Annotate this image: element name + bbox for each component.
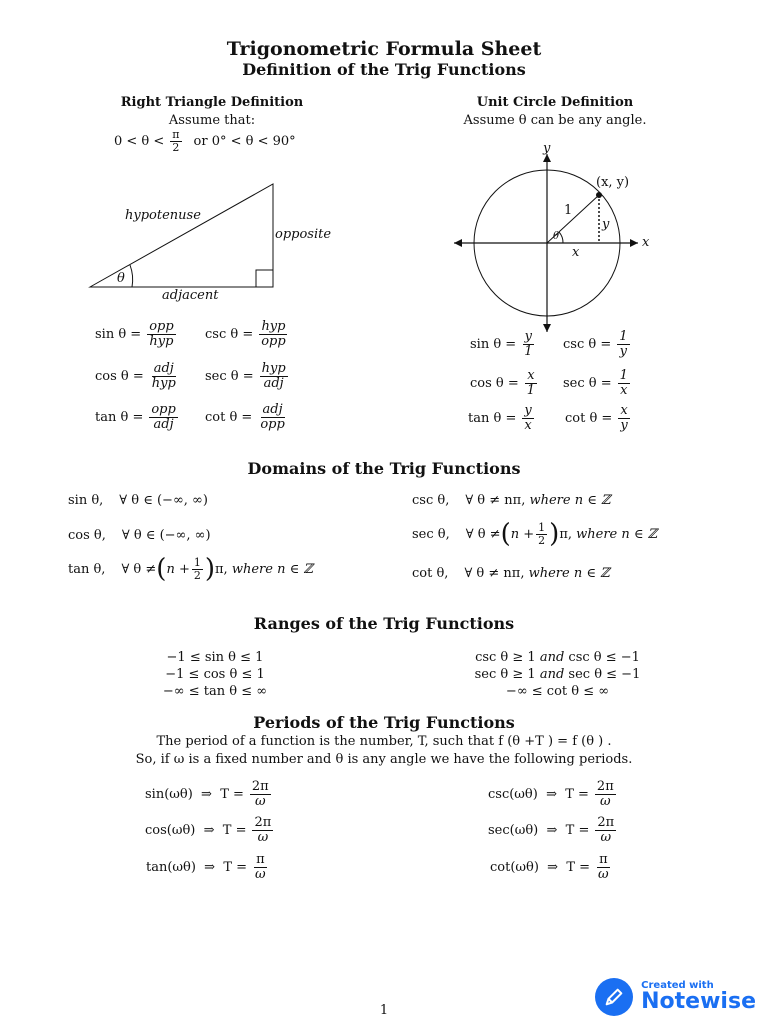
page-subtitle: Definition of the Trig Functions <box>242 60 526 79</box>
period-tan-den: ω <box>255 866 266 882</box>
label-adjacent: adjacent <box>162 288 219 303</box>
notewise-small-text: Created with <box>641 980 714 991</box>
domain-sec-open-paren: ( <box>500 519 511 549</box>
domain-csc-cond: ∀ θ ≠ nπ, <box>465 493 526 508</box>
uc-formula-cos <box>470 369 539 397</box>
uc-cos-den: 1 <box>526 382 536 398</box>
period-csc-den: ω <box>600 793 611 809</box>
rt-formula-sin <box>95 320 178 348</box>
unit-angle-arc <box>559 232 563 243</box>
uc-cot-den: y <box>620 417 628 433</box>
uc-formula-cot <box>565 404 632 432</box>
uc-tan-fn: tan θ = <box>468 410 517 426</box>
ranges-right <box>445 649 670 700</box>
label-y-axis: y <box>543 141 551 156</box>
rt-csc-fn: csc θ = <box>205 326 254 342</box>
range-csc-b: csc θ ≤ −1 <box>568 650 640 665</box>
domain-cot-cond: ∀ θ ≠ nπ, <box>464 566 525 581</box>
uc-formula-sec <box>563 369 632 397</box>
period-cot-den: ω <box>598 866 609 882</box>
period-cot <box>490 853 613 881</box>
page-title: Trigonometric Formula Sheet <box>226 38 542 60</box>
page-number: 1 <box>379 1003 389 1018</box>
domain-sec-num: 1 <box>538 520 546 534</box>
range-sec <box>445 666 670 683</box>
domains-heading: Domains of the Trig Functions <box>247 459 521 478</box>
condition-part-a: 0 < θ < <box>114 133 165 149</box>
uc-sec-den: x <box>620 382 628 398</box>
x-axis-arrow-left <box>454 239 462 247</box>
domain-csc-where: where n ∈ ℤ <box>529 493 611 508</box>
label-radius: 1 <box>564 203 573 218</box>
uc-formula-tan <box>468 404 536 432</box>
period-csc-fn: csc(ωθ) ⇒ T = <box>488 786 589 802</box>
domain-tan-pre: ∀ θ ≠ <box>121 561 157 577</box>
rt-sec-num: hyp <box>261 361 286 376</box>
rt-sec-fn: sec θ = <box>205 368 254 384</box>
uc-tan-num: y <box>524 403 532 418</box>
domain-cot <box>412 566 610 581</box>
domain-tan-where: where n ∈ ℤ <box>231 561 313 577</box>
domain-tan-den: 2 <box>193 568 201 582</box>
domain-cos-fn: cos θ, <box>68 528 106 543</box>
domain-tan-num: 1 <box>193 555 201 569</box>
x-axis-arrow-right <box>630 239 638 247</box>
domain-tan-n: n + <box>166 561 190 577</box>
rt-sec-den: adj <box>263 375 284 391</box>
uc-csc-num: 1 <box>619 329 628 344</box>
domain-cot-where: where n ∈ ℤ <box>528 566 610 581</box>
domain-sin <box>68 493 208 508</box>
period-cos-num: 2π <box>254 815 272 830</box>
right-triangle-condition <box>114 129 296 153</box>
period-sec <box>488 816 618 844</box>
range-sec-a: sec θ ≥ 1 <box>474 667 536 682</box>
rt-cot-fn: cot θ = <box>205 409 253 425</box>
uc-sec-fn: sec θ = <box>563 375 612 391</box>
domain-cot-fn: cot θ, <box>412 566 449 581</box>
label-x-leg: x <box>572 245 580 260</box>
rt-cot-num: adj <box>262 402 283 417</box>
rt-csc-num: hyp <box>261 319 286 334</box>
domain-cos-cond: ∀ θ ∈ (−∞, ∞) <box>121 528 211 543</box>
period-cot-fn: cot(ωθ) ⇒ T = <box>490 859 591 875</box>
period-sec-num: 2π <box>597 815 615 830</box>
domain-tan-open-paren: ( <box>156 554 167 584</box>
period-csc <box>488 780 618 808</box>
right-triangle-heading: Right Triangle Definition <box>120 95 304 110</box>
angle-arc <box>130 265 133 287</box>
uc-cot-num: x <box>620 403 628 418</box>
unit-circle-heading: Unit Circle Definition <box>476 95 634 110</box>
unit-circle-assume: Assume θ can be any angle. <box>463 113 647 128</box>
period-cot-num: π <box>599 852 608 867</box>
notewise-text <box>641 981 756 1013</box>
label-theta-circle: θ <box>553 231 560 242</box>
range-sec-and: and <box>539 667 565 682</box>
domain-sec <box>412 521 657 547</box>
domain-tan-fn: tan θ, <box>68 561 106 577</box>
range-cot <box>445 683 670 700</box>
period-csc-num: 2π <box>596 779 614 794</box>
domain-csc <box>412 493 610 508</box>
rt-cos-fn: cos θ = <box>95 368 144 384</box>
domain-tan-post: π, <box>215 561 228 577</box>
domain-sin-cond: ∀ θ ∈ (−∞, ∞) <box>119 493 208 508</box>
y-axis-arrow-down <box>543 324 551 332</box>
label-y-leg: y <box>602 217 610 232</box>
notewise-brand-text: Notewise <box>641 989 756 1014</box>
range-csc-and: and <box>539 650 565 665</box>
domain-tan-close-paren: ) <box>204 554 216 584</box>
rt-tan-fn: tan θ = <box>95 409 144 425</box>
uc-cos-fn: cos θ = <box>470 375 519 391</box>
period-sec-fn: sec(ωθ) ⇒ T = <box>488 822 590 838</box>
uc-csc-fn: csc θ = <box>563 336 612 352</box>
rt-cot-den: opp <box>260 416 285 432</box>
domain-tan <box>68 556 313 582</box>
period-cos-den: ω <box>257 829 269 845</box>
domain-sec-n: n + <box>510 526 535 542</box>
condition-part-b: or 0° < θ < 90° <box>193 133 296 149</box>
period-tan <box>146 853 270 881</box>
rt-sin-fn: sin θ = <box>95 326 142 342</box>
rt-sin-den: hyp <box>149 333 174 349</box>
notewise-badge[interactable] <box>595 978 756 1016</box>
rt-tan-num: opp <box>151 402 176 417</box>
period-tan-num: π <box>256 852 265 867</box>
uc-sin-num: y <box>524 329 532 344</box>
uc-formula-csc <box>563 330 632 358</box>
rt-formula-csc <box>205 320 290 348</box>
label-point: (x, y) <box>596 175 630 190</box>
period-sin-num: 2π <box>251 779 269 794</box>
rt-csc-den: opp <box>261 333 286 349</box>
period-sin <box>145 780 273 808</box>
rt-formula-cot <box>205 403 289 431</box>
period-sin-den: ω <box>255 793 266 809</box>
uc-sin-den: 1 <box>524 343 533 359</box>
periods-line2: So, if ω is a fixed number and θ is any angle we have the following periods. <box>135 752 633 767</box>
domain-sin-fn: sin θ, <box>68 493 104 508</box>
uc-csc-den: y <box>619 343 628 359</box>
uc-tan-den: x <box>524 417 532 433</box>
ranges-heading: Ranges of the Trig Functions <box>253 614 515 633</box>
right-triangle-assume: Assume that: <box>168 113 256 128</box>
condition-frac-num: π <box>172 128 180 141</box>
label-opposite: opposite <box>275 227 332 242</box>
right-angle-mark <box>256 270 273 287</box>
range-sec-b: sec θ ≤ −1 <box>568 667 641 682</box>
rt-sin-num: opp <box>149 319 174 334</box>
period-cos-fn: cos(ωθ) ⇒ T = <box>145 822 247 838</box>
domain-cos <box>68 528 211 543</box>
period-sec-den: ω <box>600 829 612 845</box>
domain-sec-post: π, <box>559 526 572 542</box>
period-tan-fn: tan(ωθ) ⇒ T = <box>146 859 248 875</box>
range-csc <box>445 649 670 666</box>
periods-line1: The period of a function is the number, T, such that f (θ +T ) = f (θ ) . <box>156 734 612 749</box>
range-csc-a: csc θ ≥ 1 <box>475 650 536 665</box>
domain-sec-where: where n ∈ ℤ <box>576 526 658 542</box>
rt-formula-tan <box>95 403 180 431</box>
uc-sec-num: 1 <box>619 368 628 383</box>
rt-formula-sec <box>205 362 290 390</box>
unit-point <box>596 192 602 198</box>
uc-sin-fn: sin θ = <box>470 336 517 352</box>
label-x-axis: x <box>642 235 650 250</box>
rt-cos-num: adj <box>153 361 174 376</box>
domain-sec-close-paren: ) <box>549 519 560 549</box>
domain-sec-den: 2 <box>538 533 546 547</box>
rt-formula-cos <box>95 362 180 390</box>
periods-heading: Periods of the Trig Functions <box>253 713 515 732</box>
uc-formula-sin <box>470 330 536 358</box>
ranges-left <box>140 649 290 700</box>
range-tan: −∞ ≤ tan θ ≤ ∞ <box>162 684 268 699</box>
condition-frac-den: 2 <box>172 140 180 154</box>
rt-tan-den: adj <box>153 416 174 432</box>
uc-cot-fn: cot θ = <box>565 410 613 426</box>
period-cos <box>145 816 275 844</box>
label-hypotenuse: hypotenuse <box>125 208 201 223</box>
period-sin-fn: sin(ωθ) ⇒ T = <box>145 786 244 802</box>
condition-fraction <box>170 129 181 153</box>
domain-sec-pre: ∀ θ ≠ <box>465 526 501 542</box>
label-theta-triangle: θ <box>117 271 125 286</box>
range-sin: −1 ≤ sin θ ≤ 1 <box>166 650 264 665</box>
range-cot-a: −∞ ≤ cot θ ≤ ∞ <box>505 684 610 699</box>
pencil-icon <box>595 978 633 1016</box>
uc-cos-num: x <box>527 368 535 383</box>
rt-cos-den: hyp <box>151 375 176 391</box>
range-cos: −1 ≤ cos θ ≤ 1 <box>165 667 265 682</box>
domain-csc-fn: csc θ, <box>412 493 450 508</box>
domain-sec-fn: sec θ, <box>412 526 450 542</box>
